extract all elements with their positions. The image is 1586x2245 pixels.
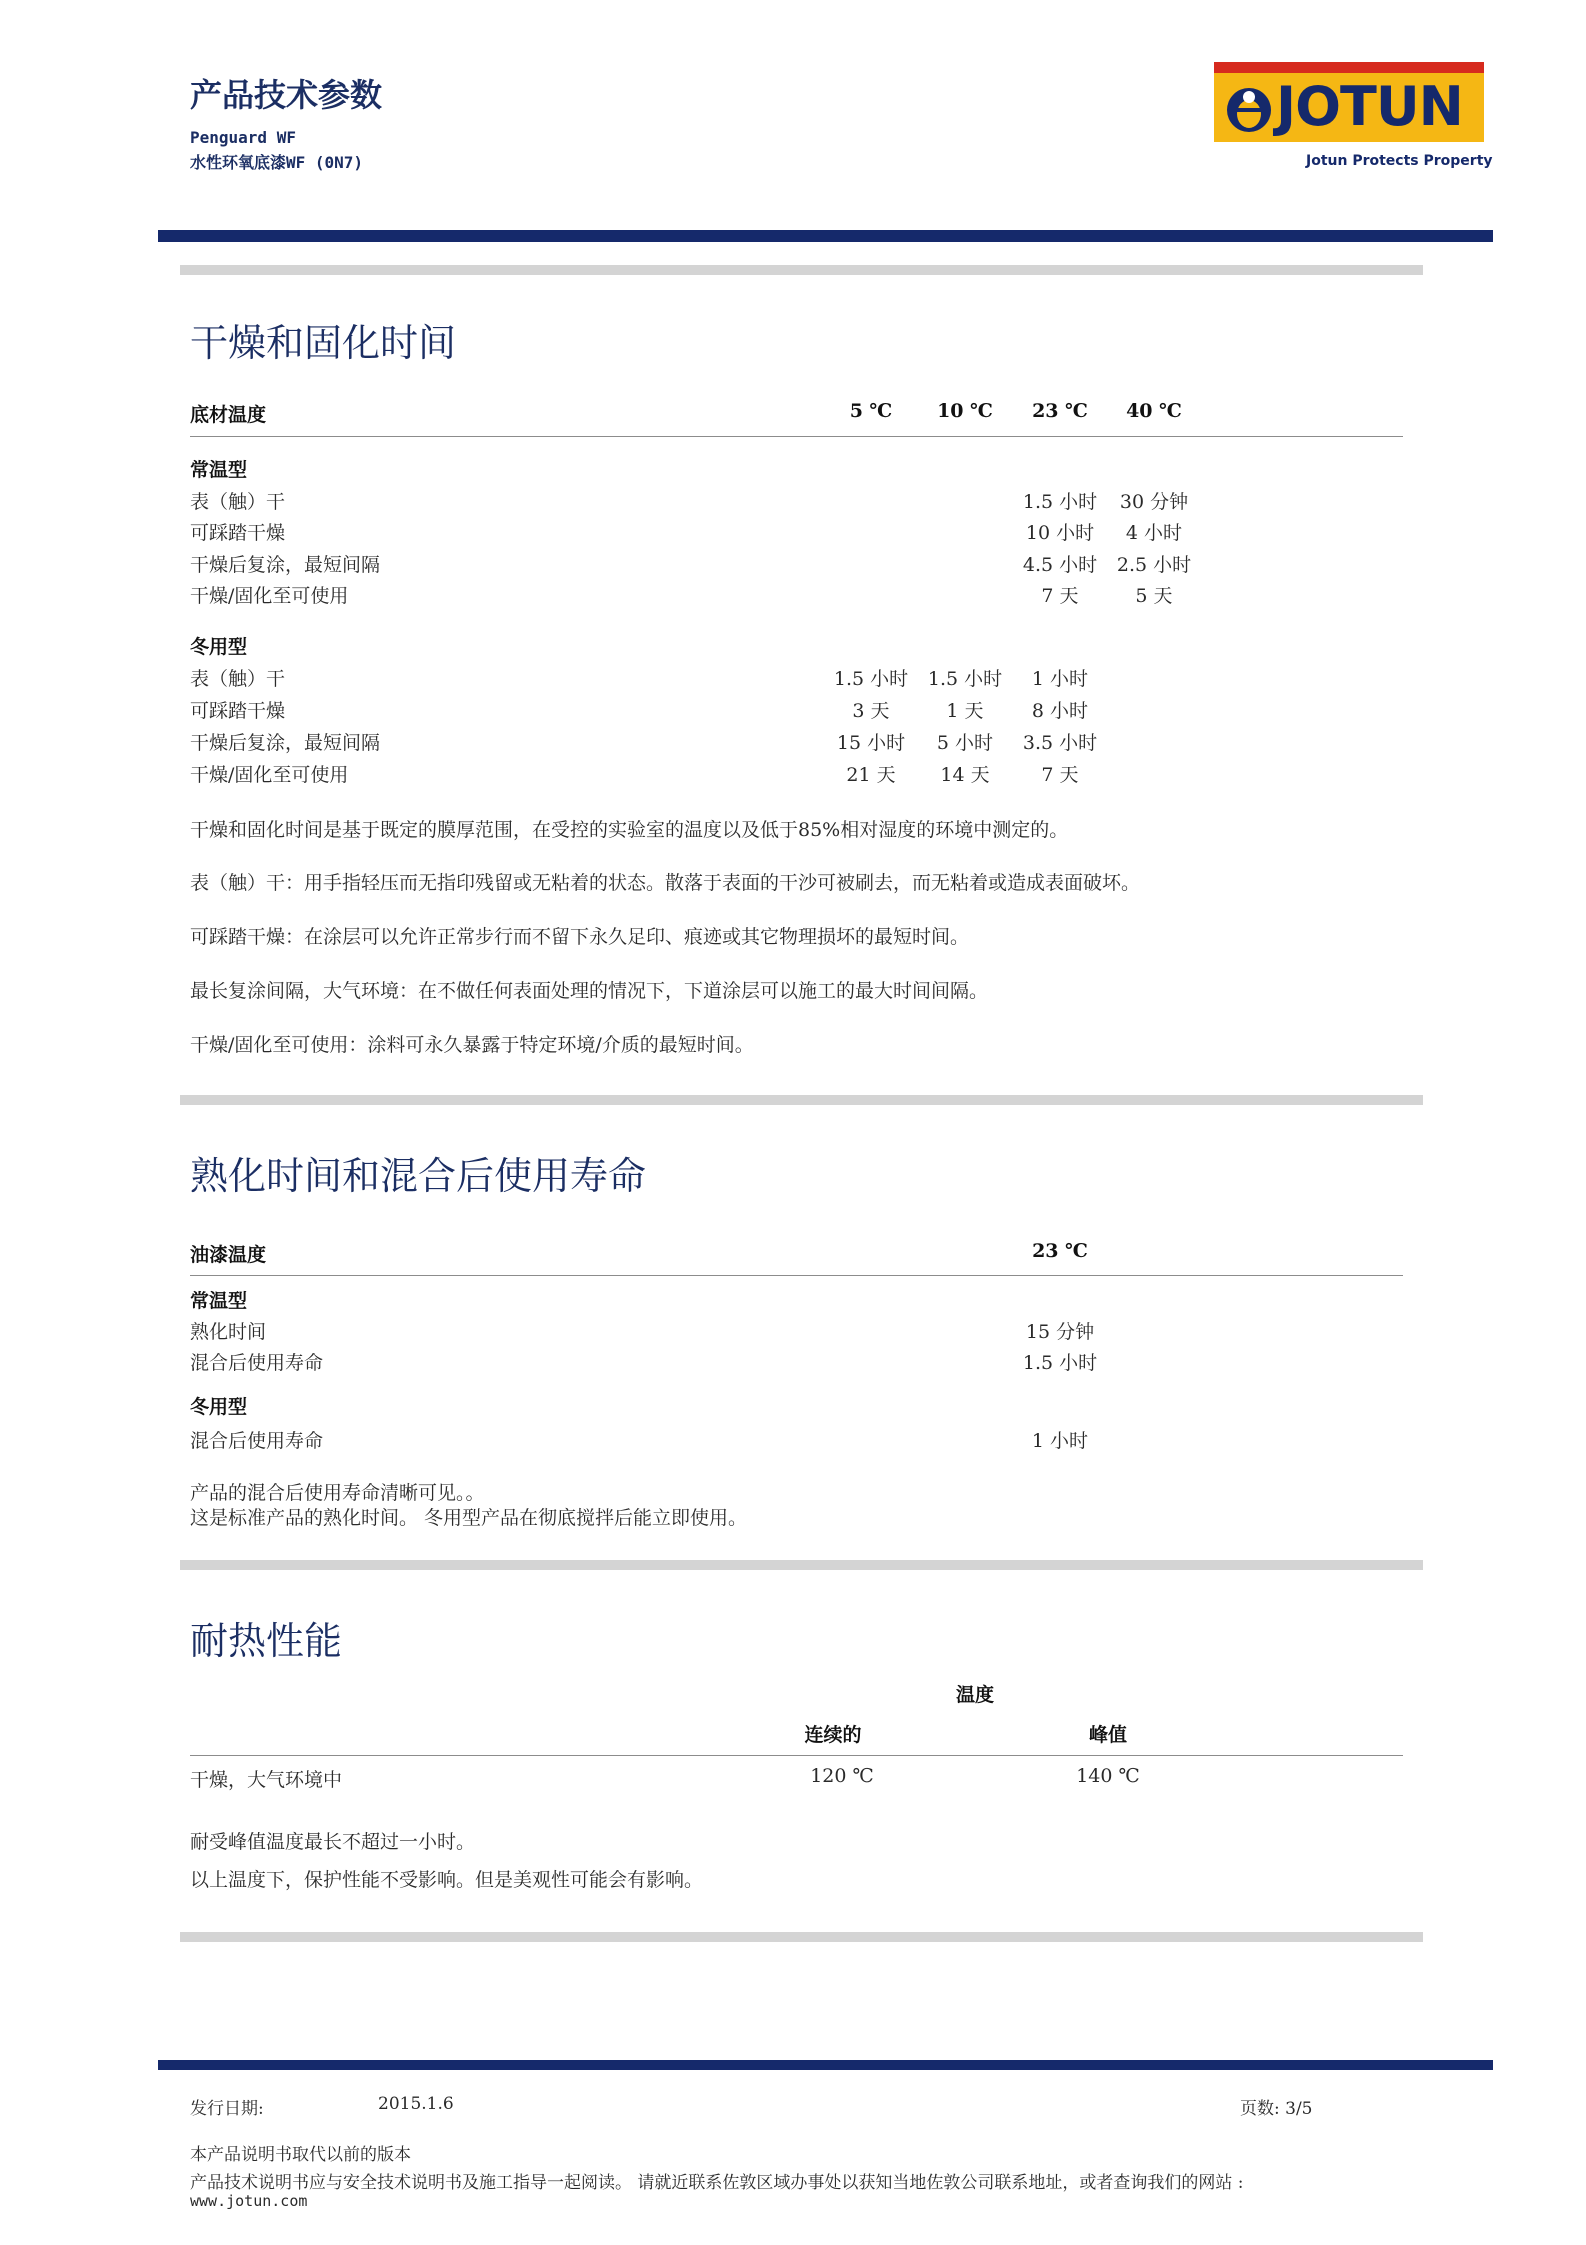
group-heading-standard: 常温型 (190, 459, 248, 481)
value-cell: 15 小时 (836, 732, 906, 754)
temp-col-5: 5 ℃ (849, 400, 893, 422)
section-separator (180, 1095, 1423, 1105)
value-cell: 1.5 小时 (927, 668, 1003, 690)
continuous-value: 120 ℃ (810, 1765, 874, 1787)
table-rule (190, 1275, 1403, 1276)
value-cell: 7 天 (1041, 764, 1079, 786)
heat-note: 以上温度下，保护性能不受影响。但是美观性可能会有影响。 (190, 1869, 704, 1891)
footer-line: 产品技术说明书应与安全技术说明书及施工指导一起阅读。 请就近联系佐敦区域办事处以获知当地佐敦公司联系地址，或者查询我们的网站 : (190, 2173, 1244, 2193)
peak-value: 140 ℃ (1076, 1765, 1140, 1787)
value-cell: 10 小时 (1025, 522, 1095, 544)
row-label: 可踩踏干燥 (190, 700, 286, 722)
page-title: 产品技术参数 (190, 76, 383, 114)
section-separator (180, 1560, 1423, 1570)
temp-col-40: 40 ℃ (1126, 400, 1182, 422)
value-cell: 1 小时 (1031, 1430, 1089, 1452)
header-divider (158, 230, 1493, 242)
product-subtitle: 水性环氧底漆WF (0N7) (190, 153, 364, 172)
value-cell: 30 分钟 (1119, 491, 1189, 513)
temperature-group-header: 温度 (955, 1684, 995, 1706)
value-cell: 14 天 (940, 764, 990, 786)
section-separator (180, 265, 1423, 275)
row-label: 混合后使用寿命 (190, 1430, 324, 1452)
jotun-logo (1214, 62, 1484, 142)
value-cell: 5 天 (1135, 585, 1173, 607)
temp-col-23: 23 ℃ (1032, 1240, 1088, 1262)
row-label: 干燥/固化至可使用 (190, 764, 349, 786)
temp-col-10: 10 ℃ (937, 400, 993, 422)
row-label: 表（触）干 (190, 491, 286, 513)
section-title-drying: 干燥和固化时间 (190, 321, 457, 365)
value-cell: 15 分钟 (1025, 1321, 1095, 1343)
product-name: Penguard WF (190, 128, 296, 147)
value-cell: 3.5 小时 (1022, 732, 1098, 754)
value-cell: 7 天 (1041, 585, 1079, 607)
drying-note: 干燥/固化至可使用：涂料可永久暴露于特定环境/介质的最短时间。 (190, 1034, 754, 1056)
temp-col-23: 23 ℃ (1032, 400, 1088, 422)
row-label: 混合后使用寿命 (190, 1352, 324, 1374)
drying-note: 干燥和固化时间是基于既定的膜厚范围，在受控的实验室的温度以及低于85%相对湿度的环境中测定的。 (190, 819, 1069, 841)
table-rule (190, 1755, 1403, 1756)
table-rule (190, 436, 1403, 437)
value-cell: 1.5 小时 (833, 668, 909, 690)
footer-line: 本产品说明书取代以前的版本 (190, 2145, 411, 2165)
value-cell: 4 小时 (1125, 522, 1183, 544)
potlife-note: 这是标准产品的熟化时间。 冬用型产品在彻底搅拌后能立即使用。 (190, 1507, 748, 1529)
potlife-note: 产品的混合后使用寿命清晰可见。。 (190, 1482, 485, 1504)
value-cell: 1.5 小时 (1022, 491, 1098, 513)
group-heading-winter: 冬用型 (190, 1396, 248, 1418)
drying-note: 表（触）干：用手指轻压而无指印残留或无粘着的状态。散落于表面的干沙可被刷去，而无粘着或造成表面破坏。 (190, 872, 1141, 894)
group-heading-winter: 冬用型 (190, 636, 248, 658)
issue-date-label: 发行日期: (190, 2099, 264, 2119)
row-label: 干燥后复涂，最短间隔 (190, 732, 381, 754)
value-cell: 21 天 (846, 764, 896, 786)
paint-temp-header: 油漆温度 (190, 1244, 267, 1266)
page-number: 页数: 3/5 (1240, 2099, 1313, 2119)
section-title-potlife: 熟化时间和混合后使用寿命 (190, 1154, 647, 1198)
whaler-icon (1224, 84, 1274, 136)
group-heading-standard: 常温型 (190, 1290, 248, 1312)
value-cell: 2.5 小时 (1116, 554, 1192, 576)
row-label: 干燥后复涂，最短间隔 (190, 554, 381, 576)
row-label: 干燥/固化至可使用 (190, 585, 349, 607)
continuous-col-header: 连续的 (804, 1724, 862, 1746)
logo-tagline: Jotun Protects Property (1306, 153, 1493, 169)
value-cell: 3 天 (852, 700, 890, 722)
value-cell: 5 小时 (936, 732, 994, 754)
value-cell: 4.5 小时 (1022, 554, 1098, 576)
issue-date: 2015.1.6 (378, 2094, 454, 2114)
footer-divider (158, 2060, 1493, 2070)
section-separator (180, 1932, 1423, 1942)
website-link[interactable]: www.jotun.com (190, 2192, 308, 2210)
logo-wordmark: JOTUN (1276, 75, 1463, 138)
row-label: 干燥，大气环境中 (190, 1769, 343, 1791)
value-cell: 1 小时 (1031, 668, 1089, 690)
section-title-heat: 耐热性能 (190, 1619, 343, 1663)
row-label: 表（触）干 (190, 668, 286, 690)
row-label: 熟化时间 (190, 1321, 267, 1343)
substrate-temp-header: 底材温度 (190, 404, 267, 426)
value-cell: 1.5 小时 (1022, 1352, 1098, 1374)
peak-col-header: 峰值 (1088, 1724, 1128, 1746)
row-label: 可踩踏干燥 (190, 522, 286, 544)
drying-note: 可踩踏干燥：在涂层可以允许正常步行而不留下永久足印、痕迹或其它物理损坏的最短时间。 (190, 926, 970, 948)
heat-note: 耐受峰值温度最长不超过一小时。 (190, 1831, 476, 1853)
value-cell: 8 小时 (1031, 700, 1089, 722)
drying-note: 最长复涂间隔，大气环境：在不做任何表面处理的情况下，下道涂层可以施工的最大时间间隔。 (190, 980, 989, 1002)
value-cell: 1 天 (946, 700, 984, 722)
logo-red-stripe (1214, 62, 1484, 73)
